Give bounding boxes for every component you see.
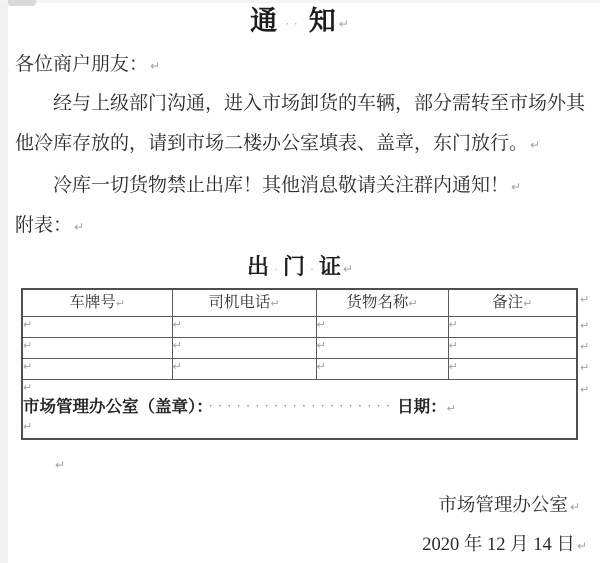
paragraph-mark-icon: ↵ bbox=[448, 360, 458, 373]
table-stamp-row bbox=[22, 380, 577, 440]
paragraph-mark-icon: ↵ bbox=[23, 360, 33, 373]
body-text: 冷库一切货物禁止出库！其他消息敬请关注群内通知！ bbox=[53, 175, 510, 196]
paragraph-mark-icon: ↵ bbox=[511, 179, 522, 194]
paragraph-mark-icon: ↵ bbox=[115, 297, 126, 310]
attachment-label bbox=[15, 208, 587, 245]
row-end-mark-icon: ↵ bbox=[580, 361, 590, 374]
row-end-mark-icon: ↵ bbox=[580, 383, 590, 396]
header-label: 备注 bbox=[492, 294, 524, 311]
empty-cell bbox=[448, 338, 577, 359]
paragraph-mark-icon: ↵ bbox=[74, 219, 85, 234]
paragraph-mark-icon: ↵ bbox=[150, 58, 161, 73]
table-row bbox=[22, 338, 577, 359]
paragraph-mark-icon: ↵ bbox=[270, 297, 280, 310]
empty-cell bbox=[172, 317, 316, 338]
empty-cell bbox=[172, 359, 316, 380]
paragraph-mark-icon: ↵ bbox=[569, 499, 580, 514]
empty-cell bbox=[172, 338, 316, 359]
body-text: 经与上级部门沟通，进入市场卸货的车辆，部分需转至市场外其 bbox=[53, 93, 586, 114]
space-marks: ·· bbox=[285, 15, 302, 31]
date-text: 2020 年 12 月 14 日 bbox=[422, 535, 575, 555]
attachment-text: 附表： bbox=[15, 215, 73, 236]
dotted-leader: ···················· bbox=[208, 398, 396, 413]
stamp-line bbox=[23, 395, 576, 419]
paragraph-mark-icon: ↵ bbox=[342, 261, 354, 276]
body-text: 他冷库存放的，请到市场二楼办公室填表、盖章，东门放行。 bbox=[15, 133, 529, 154]
empty-cell bbox=[22, 317, 172, 338]
header-cell-remarks bbox=[448, 289, 577, 317]
salutation bbox=[15, 50, 160, 81]
row-end-mark-icon: ↵ bbox=[580, 319, 590, 332]
empty-cell bbox=[22, 359, 172, 380]
paragraph-mark-icon: ↵ bbox=[338, 16, 350, 31]
row-end-mark-icon: ↵ bbox=[580, 293, 590, 306]
paragraph-mark-icon: ↵ bbox=[316, 360, 326, 373]
paragraph-mark-icon: ↵ bbox=[172, 339, 182, 352]
paragraph-mark-icon: ↵ bbox=[172, 318, 182, 331]
header-cell-goods-name bbox=[316, 289, 448, 317]
stamp-label: 市场管理办公室（盖章）： bbox=[23, 397, 205, 416]
pass-title bbox=[0, 252, 600, 284]
pass-title-char: 证 bbox=[318, 254, 341, 279]
header-cell-driver-phone bbox=[172, 289, 316, 317]
paragraph-mark-icon: ↵ bbox=[448, 339, 458, 352]
header-label: 货物名称 bbox=[346, 294, 409, 311]
paragraph-mark-icon: ↵ bbox=[23, 318, 33, 331]
body-paragraph-1-line-2 bbox=[15, 126, 587, 163]
paragraph-mark-icon: ↵ bbox=[23, 381, 33, 394]
row-end-mark-icon: ↵ bbox=[580, 340, 590, 353]
empty-cell bbox=[316, 359, 448, 380]
table-row bbox=[22, 317, 577, 338]
body-paragraph-1-line-1 bbox=[15, 86, 600, 122]
pass-title-char: 门 bbox=[282, 254, 305, 279]
stamp-cell-empty-line bbox=[23, 380, 576, 395]
paragraph-mark-icon: ↵ bbox=[523, 297, 533, 310]
paragraph-mark-icon: ↵ bbox=[530, 137, 541, 152]
salutation-text: 各位商户朋友： bbox=[15, 54, 149, 75]
paragraph-mark-icon: ↵ bbox=[55, 458, 66, 472]
paragraph-mark-icon: ↵ bbox=[448, 318, 458, 331]
signature bbox=[0, 492, 580, 521]
empty-cell bbox=[316, 317, 448, 338]
header-label: 车牌号 bbox=[69, 294, 116, 311]
header-label: 司机电话 bbox=[208, 294, 271, 311]
empty-cell bbox=[448, 317, 577, 338]
paragraph-mark-icon: ↵ bbox=[446, 402, 456, 415]
stamp-cell bbox=[22, 380, 577, 440]
notice-title bbox=[0, 3, 600, 42]
paragraph-mark-icon: ↵ bbox=[23, 420, 33, 433]
stamp-cell-empty-line bbox=[23, 419, 576, 434]
pass-title-char: 出 bbox=[246, 254, 269, 279]
paragraph-mark-icon: ↵ bbox=[576, 538, 587, 553]
paragraph-mark-icon: ↵ bbox=[316, 318, 326, 331]
notice-title-char-left: 通 bbox=[250, 6, 279, 36]
empty-cell bbox=[22, 338, 172, 359]
empty-cell bbox=[448, 359, 577, 380]
body-paragraph-2 bbox=[15, 168, 600, 205]
header-cell-plate bbox=[22, 289, 172, 317]
exit-pass-table bbox=[21, 288, 578, 440]
paragraph-mark-icon: ↵ bbox=[172, 360, 182, 373]
paragraph-mark-icon: ↵ bbox=[408, 297, 418, 310]
paragraph-mark-icon: ↵ bbox=[316, 339, 326, 352]
space-mark: · bbox=[273, 261, 278, 276]
date-label: 日期： bbox=[397, 397, 447, 416]
notice-title-char-right: 知 bbox=[308, 6, 337, 36]
table-row bbox=[22, 359, 577, 380]
paragraph-mark-icon: ↵ bbox=[23, 339, 33, 352]
table-header-row bbox=[22, 289, 577, 317]
empty-cell bbox=[316, 338, 448, 359]
signature-text: 市场管理办公室 bbox=[438, 496, 568, 516]
document-date bbox=[0, 531, 587, 560]
space-mark: · bbox=[309, 261, 314, 276]
